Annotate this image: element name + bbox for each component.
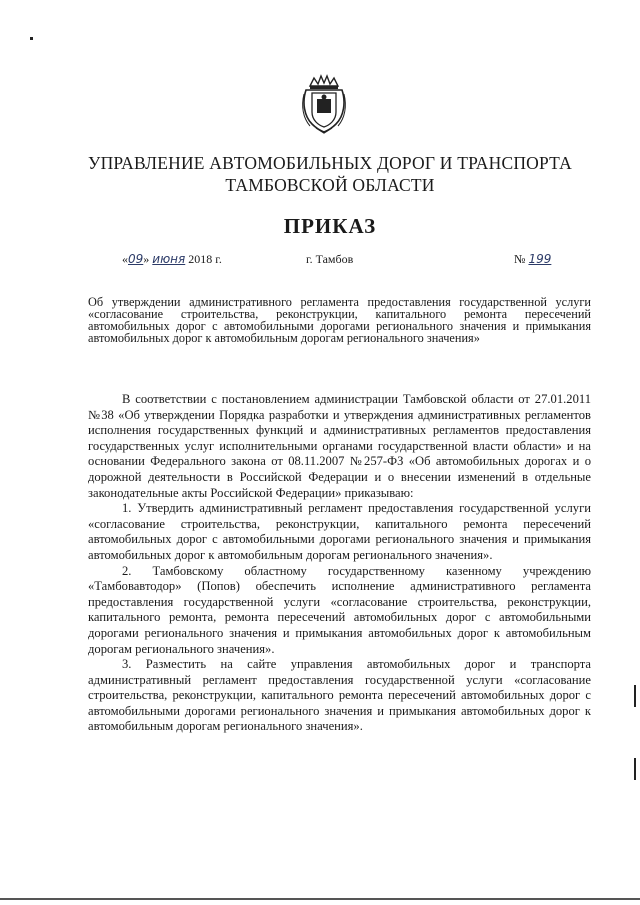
order-number <box>514 252 551 266</box>
order-number-handwritten: 199 <box>528 252 552 266</box>
body-paragraph-item-2: 2. Тамбовскому областному государственному казенному учреждению «Тамбовавтодор» (Попов) обеспечить исполнение административного регламента предоставления государственной услуги «согласование строительства, реконструкции, капитального ремонта, ремонта пересечений автомобильных дорог с автомобильными дорогами регионального значения и примыкания автомобильных дорог к автомобильным дорогам регионального значения». <box>88 563 591 656</box>
agency-name <box>60 152 600 196</box>
body-paragraph-item-3: 3. Разместить на сайте управления автомобильных дорог и транспорта административный регламент предоставления государственной услуги «согласование строительства, реконструкции, капитального ремонта пересечений автомобильных дорог с автомобильными дорогами регионального значения и примыкания автомобильных дорог к автомобильным дорогам регионального значения». <box>88 657 591 734</box>
date-day-handwritten: 09 <box>128 252 144 266</box>
scan-artifact-mark <box>634 758 636 780</box>
date-month-handwritten: июня <box>152 252 186 266</box>
body-paragraph-item-1: 1. Утвердить административный регламент предоставления государственной услуги «согласование строительства, реконструкции, капитального ремонта пересечений автомобильных дорог с автомобильными дорогами регионального значения и примыкания автомобильных дорог к автомобильным дорогам регионального значения». <box>88 501 591 562</box>
body-paragraph-preamble: В соответствии с постановлением администрации Тамбовской области от 27.01.2011 №38 «Об утверждении Порядка разработки и утверждения административных регламентов исполнения государственных функций и административных регламентов предоставления государственных услуг исполнительными органами государственной власти области» и на основании Федерального закона от 08.11.2007 №257-ФЗ «Об автомобильных дорогах и о дорожной деятельности в Российской Федерации и о внесении изменений в отдельные законодательные акты Российской Федерации» приказываю: <box>88 392 591 500</box>
date-quote-open: « <box>122 252 128 266</box>
scan-edge-line <box>0 898 640 900</box>
date-quote-close: » <box>143 252 150 266</box>
agency-name-line-1: УПРАВЛЕНИЕ АВТОМОБИЛЬНЫХ ДОРОГ И ТРАНСПОРТА <box>87 153 573 173</box>
order-date <box>122 252 222 266</box>
document-type-title: ПРИКАЗ <box>283 214 377 238</box>
order-city: г. Тамбов <box>306 252 354 266</box>
order-number-label: № <box>514 252 526 266</box>
order-subject: Об утверждении административного регламента предоставления государственной услуги «согласование строительства, реконструкции, капитального ремонта пересечений автомобильных дорог с автомобильными дорогами регионального значения и примыкания автомобильных дорог к автомобильным дорогам регионального значения» <box>88 295 591 345</box>
scan-artifact-mark <box>30 37 33 40</box>
coat-of-arms-emblem <box>300 72 348 134</box>
scan-artifact-mark <box>634 685 636 707</box>
date-year: 2018 г. <box>188 252 222 266</box>
agency-name-line-2: ТАМБОВСКОЙ ОБЛАСТИ <box>225 175 435 195</box>
order-body <box>88 392 591 735</box>
